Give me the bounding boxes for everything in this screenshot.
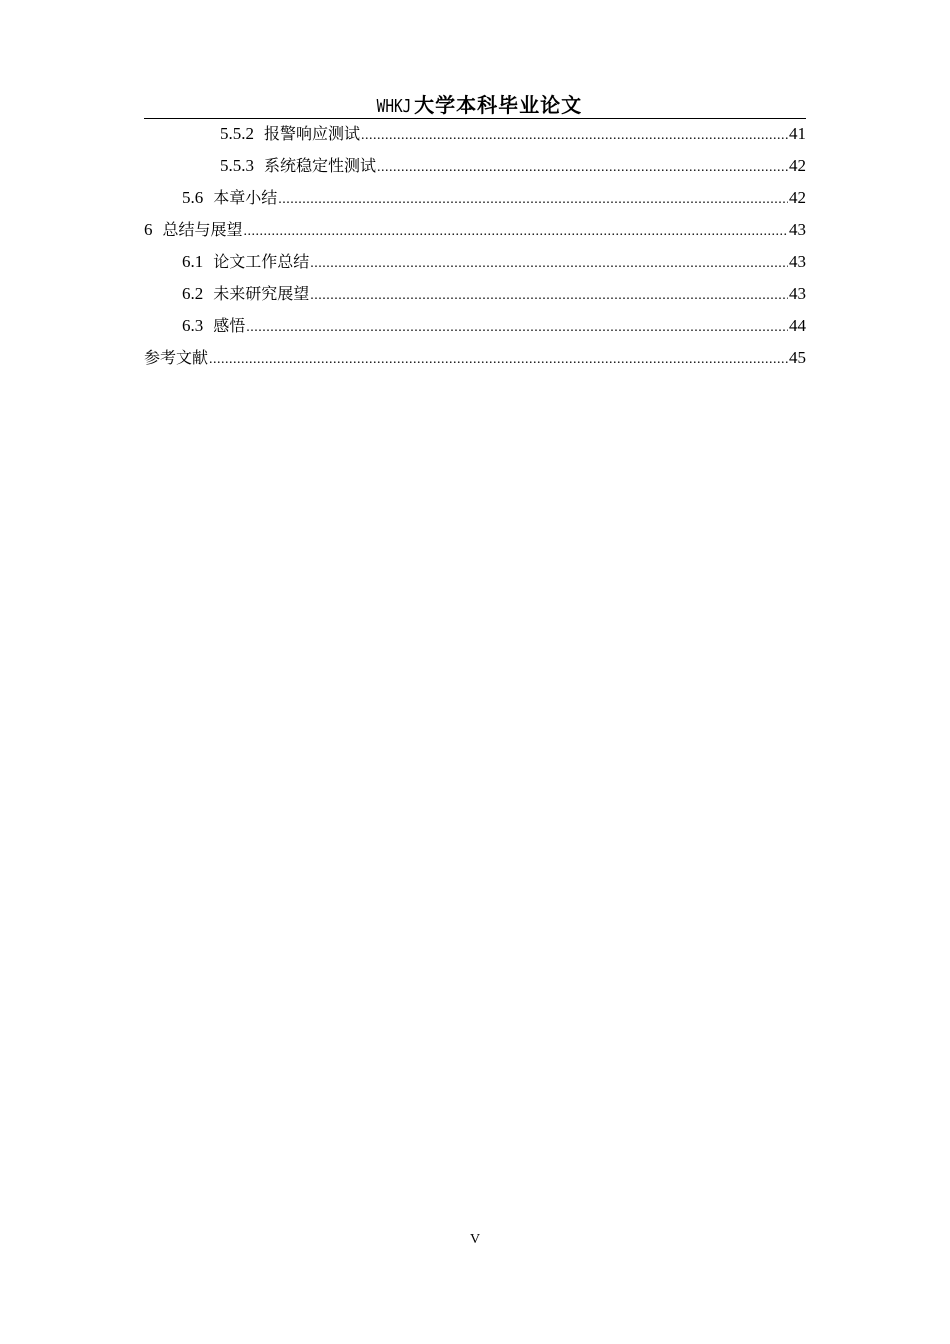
toc-entry-number: 6 [144, 220, 153, 239]
toc-entry[interactable] [144, 182, 806, 214]
table-of-contents [144, 118, 806, 374]
toc-entry-title: 未来研究展望 [213, 284, 310, 303]
toc-entry-number: 6.3 [182, 316, 204, 335]
header-title: 大学本科毕业论文 [414, 95, 583, 117]
toc-entry-title: 本章小结 [213, 188, 278, 207]
header-code: WHKJ [376, 96, 412, 117]
toc-entry-number: 6.2 [182, 284, 204, 303]
toc-entry[interactable] [144, 342, 806, 374]
toc-entry-page: 43 [789, 220, 806, 239]
toc-entry[interactable] [144, 118, 806, 150]
toc-entry-page: 43 [789, 252, 806, 271]
toc-entry-number: 5.5.3 [220, 156, 254, 175]
toc-entry-page: 45 [789, 348, 806, 367]
toc-entry-title: 报警响应测试 [264, 124, 361, 143]
toc-entry[interactable] [144, 150, 806, 182]
toc-entry[interactable] [144, 310, 806, 342]
toc-entry-page: 42 [789, 188, 806, 207]
toc-entry-page: 41 [789, 124, 806, 143]
toc-entry-title: 参考文献 [144, 348, 209, 367]
toc-entry-number: 5.6 [182, 188, 204, 207]
toc-entry-page: 44 [789, 316, 806, 335]
toc-entry[interactable] [144, 246, 806, 278]
page-number: V [469, 1232, 481, 1247]
toc-leader-dots [246, 312, 788, 344]
toc-entry-title: 总结与展望 [162, 220, 243, 239]
toc-leader-dots [377, 152, 788, 184]
toc-entry-page: 42 [789, 156, 806, 175]
toc-entry-title: 感悟 [213, 316, 246, 335]
toc-leader-dots [361, 120, 788, 152]
toc-entry-number: 6.1 [182, 252, 204, 271]
toc-entry[interactable] [144, 278, 806, 310]
toc-leader-dots [278, 184, 788, 216]
toc-entry-title: 系统稳定性测试 [264, 156, 377, 175]
toc-leader-dots [310, 280, 788, 312]
page-header [144, 94, 806, 119]
toc-entry-page: 43 [789, 284, 806, 303]
toc-entry-number: 5.5.2 [220, 124, 254, 143]
toc-leader-dots [310, 248, 788, 280]
toc-entry[interactable] [144, 214, 806, 246]
toc-leader-dots [244, 216, 788, 248]
toc-leader-dots [209, 344, 788, 376]
toc-entry-title: 论文工作总结 [213, 252, 310, 271]
